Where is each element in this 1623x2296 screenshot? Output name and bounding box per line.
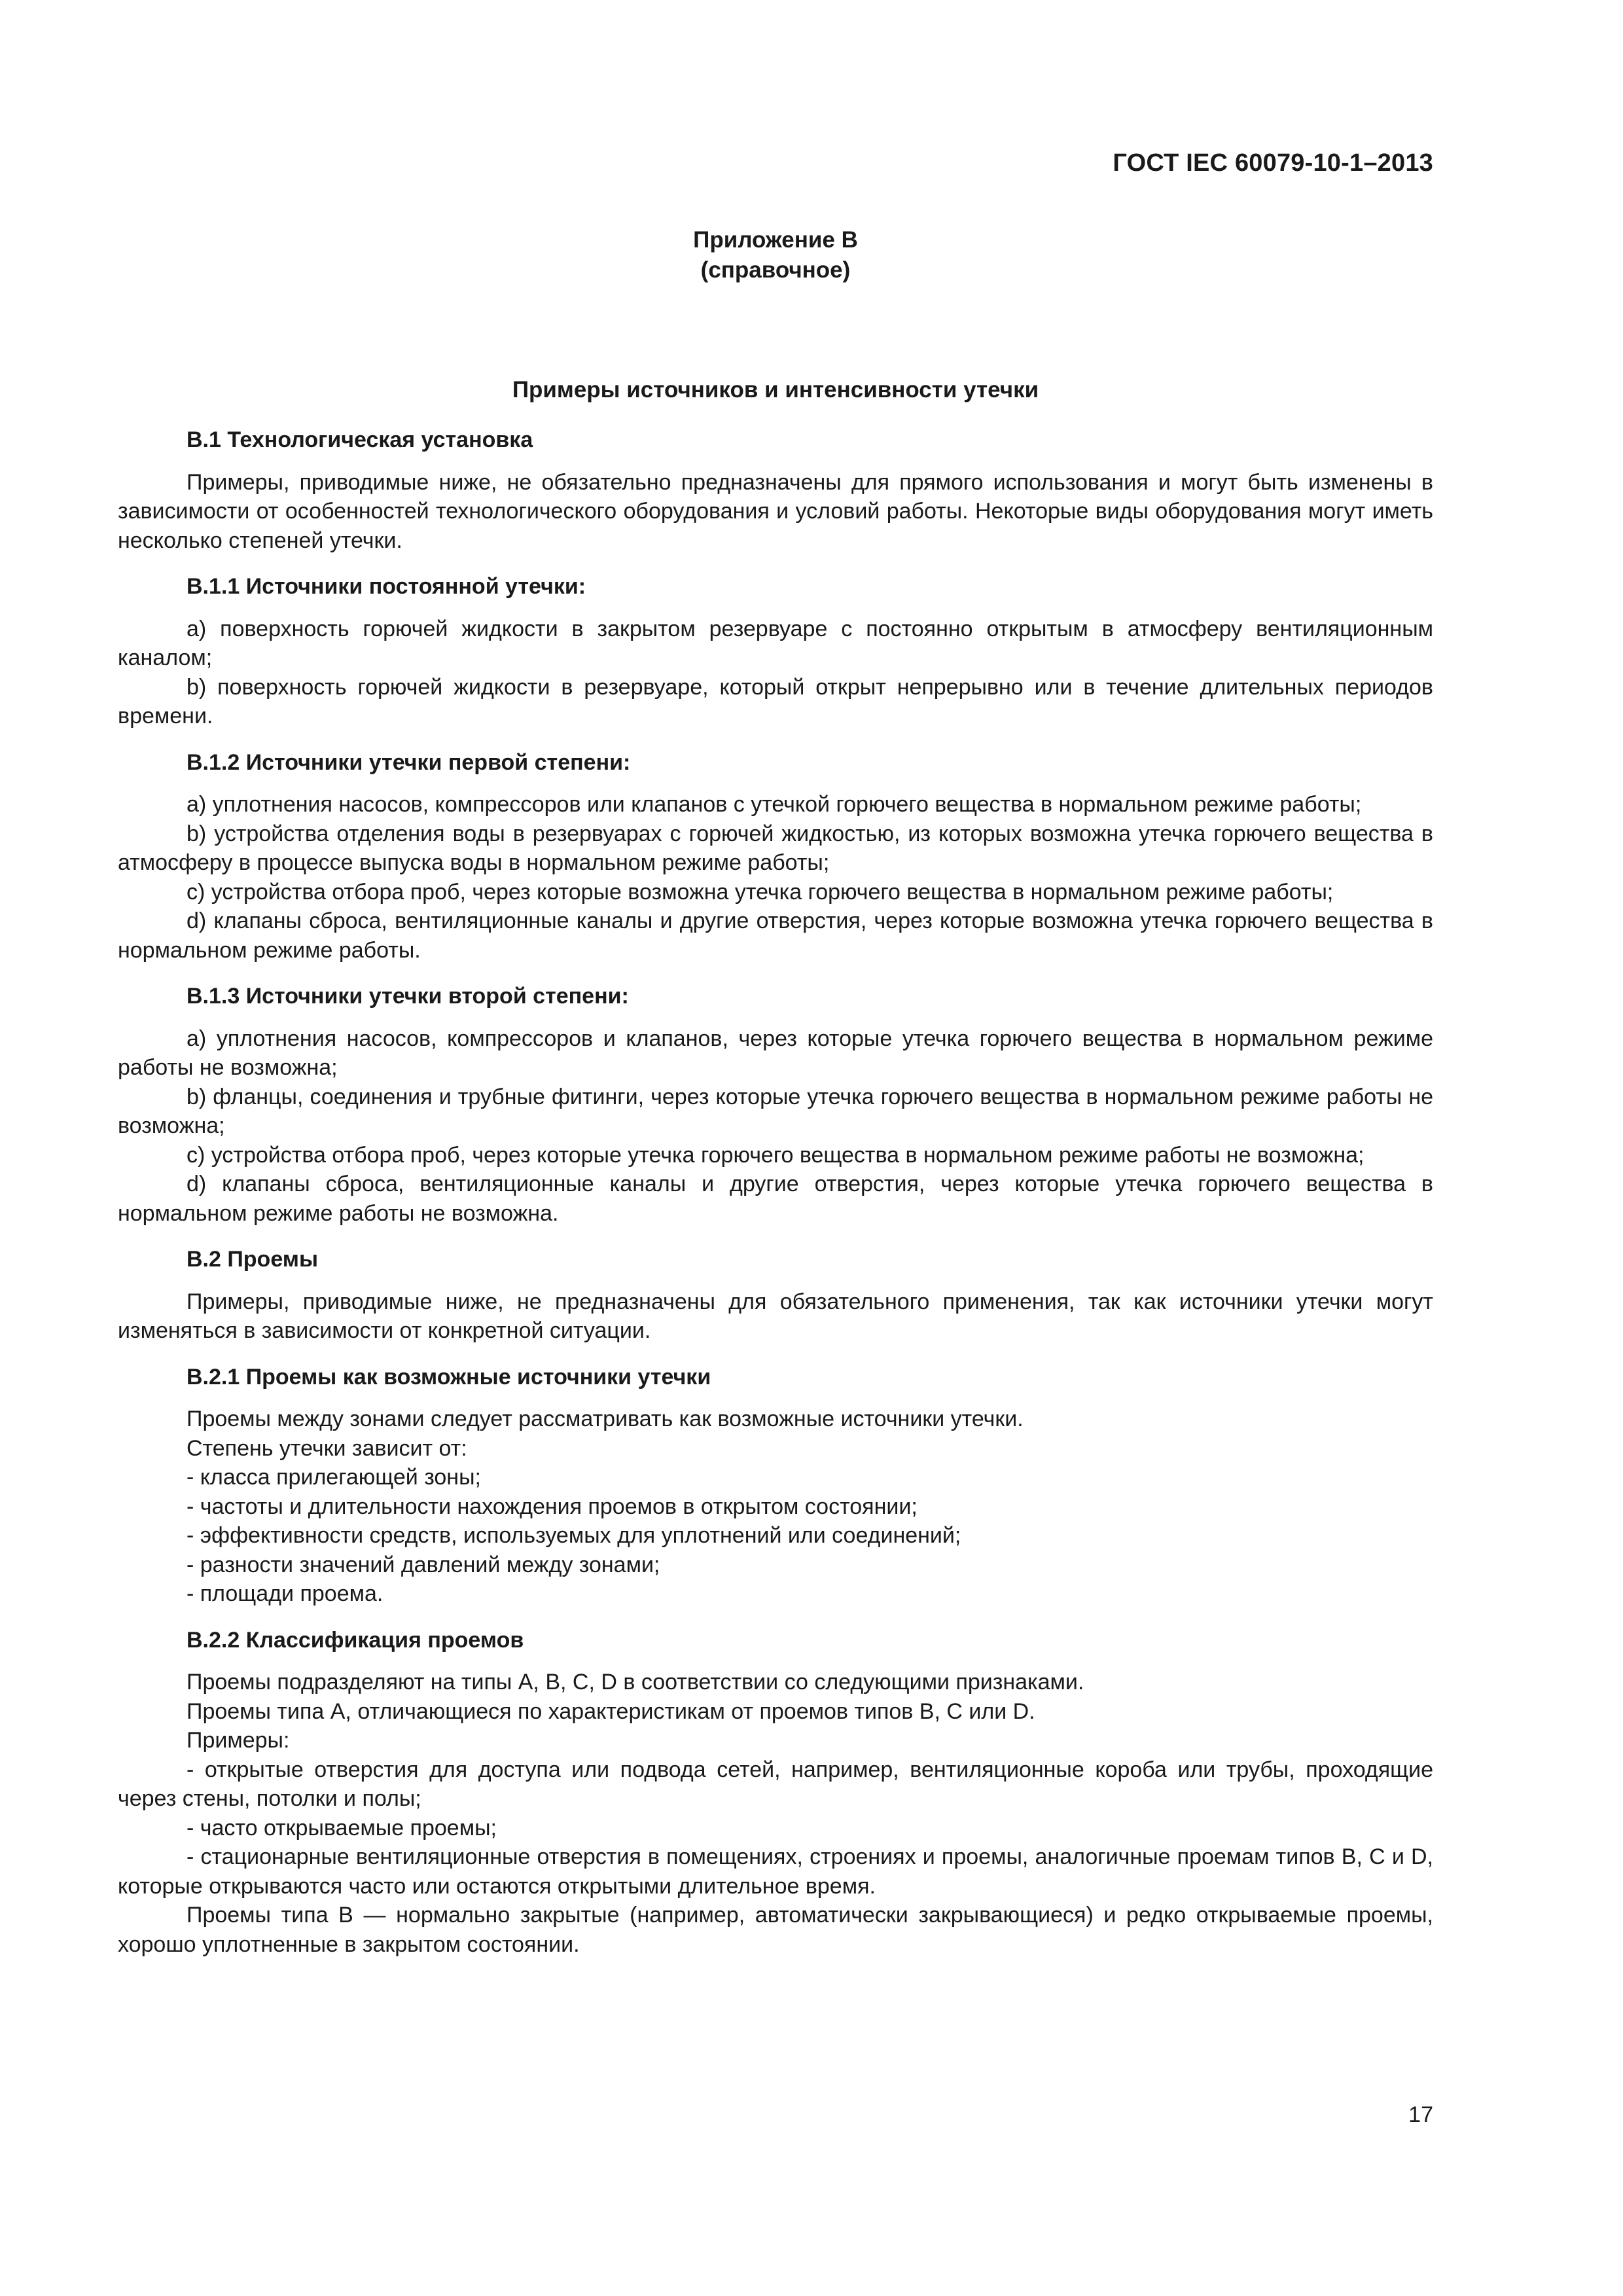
list-item: a) уплотнения насосов, компрессоров или клапанов с утечкой горючего вещества в нормальном режиме работы; (187, 792, 1362, 817)
document-code: ГОСТ IEC 60079-10-1–2013 (1113, 149, 1433, 177)
section-b13 (118, 982, 1433, 1228)
text-line: Степень утечки зависит от: (187, 1435, 467, 1461)
text-line: Проемы типа А, отличающиеся по характеристикам от проемов типов В, С или D. (187, 1698, 1035, 1724)
list-item: b) фланцы, соединения и трубные фитинги, через которые утечка горючего вещества в нормальном режиме работы не возможна; (118, 1084, 1433, 1138)
list-item: d) клапаны сброса, вентиляционные каналы и другие отверстия, через которые утечка горючего вещества в нормальном режиме работы не возможна. (118, 1172, 1433, 1226)
list-item: - эффективности средств, используемых для уплотнений или соединений; (187, 1523, 961, 1548)
list-item: - частоты и длительности нахождения проемов в открытом состоянии; (187, 1494, 918, 1519)
list-item: b) устройства отделения воды в резервуарах с горючей жидкостью, из которых возможна утечка горючего вещества в атмосферу в процессе выпуска воды в нормальном режиме работы; (118, 821, 1433, 875)
appendix-heading (118, 225, 1433, 285)
list-item: d) клапаны сброса, вентиляционные каналы и другие отверстия, через которые возможна утечка горючего вещества в нормальном режиме работы. (118, 908, 1433, 963)
section-heading: В.1.3 Источники утечки второй степени: (187, 984, 629, 1009)
list-item: c) устройства отбора проб, через которые утечка горючего вещества в нормальном режиме работы не возможна; (187, 1142, 1364, 1168)
page-number: 17 (1408, 2102, 1433, 2127)
section-heading: В.1 Технологическая установка (187, 427, 533, 452)
list-item: - класса прилегающей зоны; (187, 1465, 481, 1490)
appendix-subtitle: (справочное) (700, 257, 851, 283)
section-heading: В.2.1 Проемы как возможные источники утечки (187, 1364, 711, 1390)
paragraph: Примеры, приводимые ниже, не предназначены для обязательного применения, так как источники утечки могут изменяться в зависимости от конкретной ситуации. (118, 1289, 1433, 1343)
section-heading: В.1.1 Источники постоянной утечки: (187, 574, 586, 599)
section-heading: В.2.2 Классификация проемов (187, 1627, 524, 1653)
list-item: - стационарные вентиляционные отверстия в помещениях, строениях и проемы, аналогичные проемам типов В, С и D, которые открываются часто или остаются открытыми длительное время. (118, 1844, 1433, 1899)
appendix-title: Приложение В (693, 227, 858, 253)
section-b2 (118, 1245, 1433, 1346)
list-item: c) устройства отбора проб, через которые возможна утечка горючего вещества в нормальном режиме работы; (187, 879, 1334, 905)
section-b1 (118, 425, 1433, 555)
list-item: a) уплотнения насосов, компрессоров и клапанов, через которые утечка горючего вещества в нормальном режиме работы не возможна; (118, 1026, 1433, 1080)
section-heading: В.1.2 Источники утечки первой степени: (187, 749, 631, 775)
section-b21 (118, 1363, 1433, 1609)
text-line: Проемы между зонами следует рассматривать как возможные источники утечки. (187, 1407, 1024, 1431)
text-line: Проемы подразделяют на типы А, В, С, D в соответствии со следующими признаками. (187, 1670, 1084, 1695)
document-body (118, 425, 1433, 1959)
section-b12 (118, 748, 1433, 965)
list-item: - открытые отверстия для доступа или подвода сетей, например, вентиляционные короба или трубы, проходящие через стены, потолки и полы; (118, 1757, 1433, 1811)
section-b22 (118, 1626, 1433, 1960)
list-item: - разности значений давлений между зонами; (187, 1552, 660, 1577)
section-b11 (118, 572, 1433, 731)
list-item: - площади проема. (187, 1581, 383, 1606)
page-title: Примеры источников и интенсивности утечки (512, 377, 1039, 403)
document-page (118, 0, 1433, 2296)
paragraph: Проемы типа В — нормально закрытые (например, автоматически закрывающиеся) и редко открываемые проемы, хорошо уплотненные в закрытом состоянии. (118, 1903, 1433, 1957)
list-item: - часто открываемые проемы; (187, 1815, 497, 1840)
paragraph: Примеры, приводимые ниже, не обязательно предназначены для прямого использования и могут быть изменены в зависимости от особенностей технологического оборудования и условий работы. Некоторые виды оборудования могут иметь несколько степеней утечки. (118, 469, 1433, 553)
section-heading: В.2 Проемы (187, 1247, 318, 1272)
list-item: a) поверхность горючей жидкости в закрытом резервуаре с постоянно открытым в атмосферу вентиляционным каналом; (118, 616, 1433, 670)
text-line: Примеры: (187, 1728, 290, 1753)
list-item: b) поверхность горючей жидкости в резервуаре, который открыт непрерывно или в течение длительных периодов времени. (118, 674, 1433, 728)
